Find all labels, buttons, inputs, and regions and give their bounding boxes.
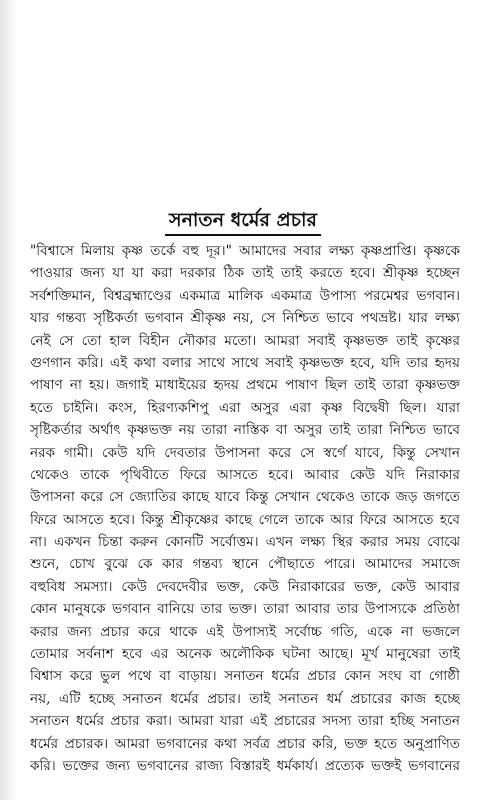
text-line: কোন মানুষকে ভগবান বানিয়ে তার ভক্ত। তারা আবার তার উপাস্যকে প্রতিষ্ঠা	[30, 601, 460, 618]
body-paragraph	[30, 240, 460, 800]
text-line: নরক গামী। কেউ যদি দেবতার উপাসনা করে সে স্বর্গে যাবে, কিন্তু সেখান	[30, 444, 460, 461]
text-line: "বিশ্বাসে মিলায় কৃষ্ণ তর্কে বহু দূর।" আমাদের সবার লক্ষ্য কৃষ্ণপ্রাপ্তি। কৃষ্ণকে	[30, 243, 460, 259]
text-line: ফিরে আসতে হবে। কিন্তু শ্রীকৃষ্ণের কাছে গেলে তাকে আর ফিরে আসতে হবে	[30, 511, 460, 528]
text-line: সৃষ্টিকর্তার অর্থাৎ কৃষ্ণভক্ত নয় তারা নাস্তিক বা অসুর তাই তারা নিশ্চিত ভাবে	[30, 422, 460, 439]
text-line: গুণগান করি। এই কথা বলার সাথে সাথে সবাই কৃষ্ণভক্ত হবে, যদি তার হৃদয়	[30, 354, 460, 371]
text-line: নয়, এটি হচ্ছে সনাতন ধর্মের প্রচার। তাই সনাতন ধর্ম প্রচারের কাজ হচ্ছে	[30, 690, 460, 707]
text-line: শুনে, চোখ বুঝে কে কার গন্তব্য স্থানে পৌছাতে পারে। আমাদের সমাজে	[30, 556, 460, 573]
text-line: যার গন্তব্য সৃষ্টিকর্তা ভগবান শ্রীকৃষ্ণ নয়, সে নিশ্চিত ভাবে পথভ্রষ্ট। যার লক্ষ্য	[30, 310, 460, 327]
text-line: থেকেও তাকে পৃথিবীতে ফিরে আসতে হবে। আবার কেউ যদি নিরাকার	[30, 466, 460, 483]
text-line: বহুবিধ সমস্যা। কেউ দেবদেবীর ভক্ত, কেউ নিরাকারের ভক্ত, কেউ আবার	[30, 578, 460, 595]
text-line: উপাসনা করে সে জ্যোতির কাছে যাবে কিন্তু সেখান থেকেও তাকে জড় জগতে	[30, 489, 460, 506]
text-line: ধর্মের প্রচারক। আমরা ভগবানের কথা সর্বত্র প্রচার করি, ভক্ত হতে অনুপ্রাণিত	[30, 735, 460, 752]
text-line: করার জন্য প্রচার করে থাকে এই উপাস্যই সর্বোচ্চ গতি, একে না ভজলে	[30, 623, 460, 640]
text-line: সর্বশক্তিমান, বিশ্বব্রহ্মাণ্ডের একমাত্র মালিক একমাত্র উপাস্য পরমেশ্বর ভগবান।	[30, 287, 460, 304]
text-line: পাওয়ার জন্য যা যা করা দরকার ঠিক তাই তাই করতে হবে। শ্রীকৃষ্ণ হচ্ছেন	[30, 265, 460, 282]
text-line: সনাতন ধর্মের প্রচার করা। আমরা যারা এই প্রচারের সদস্য তারা হচ্ছি সনাতন	[30, 713, 460, 730]
text-line: বিশ্বাস করে ভুল পথে বা বাড়ায়। সনাতন ধর্মের প্রচার কোন সংঘ বা গোষ্ঠী	[30, 668, 460, 685]
page-edge-shadow	[0, 0, 18, 800]
text-line: পাষাণ না হয়। জগাই মাধাইয়ের হৃদয় প্রথমে পাষাণ ছিল তাই তারা কৃষ্ণভক্ত	[30, 377, 460, 394]
text-line: নেই সে তো হাল বিহীন নৌকার মতো। আমরা সবাই কৃষ্ণভক্ত তাই কৃষ্ণের	[30, 332, 460, 349]
text-line: তোমার সর্বনাশ হবে এর অনেক অলৌকিক ঘটনা আছে। মূর্খ মানুষেরা তাই	[30, 646, 460, 663]
text-line: করি। ভক্তের জন্য ভগবানের রাজ্য বিস্তারই ধর্মকার্য। প্রত্যেক ভক্তই ভগবানের	[30, 757, 460, 774]
text-line: না। একখন চিন্তা করুন কোনটি সর্বোত্তম। এখন লক্ষ্য স্থির করার সময় বোঝে	[30, 534, 460, 551]
page-title: সনাতন ধর্মের প্রচার	[165, 207, 321, 236]
title-container	[0, 207, 486, 236]
text-line: হতে চাইনি। কংস, হিরণ্যকশিপু এরা অসুর এরা কৃষ্ণ বিদ্বেষী ছিল। যারা	[30, 399, 460, 416]
